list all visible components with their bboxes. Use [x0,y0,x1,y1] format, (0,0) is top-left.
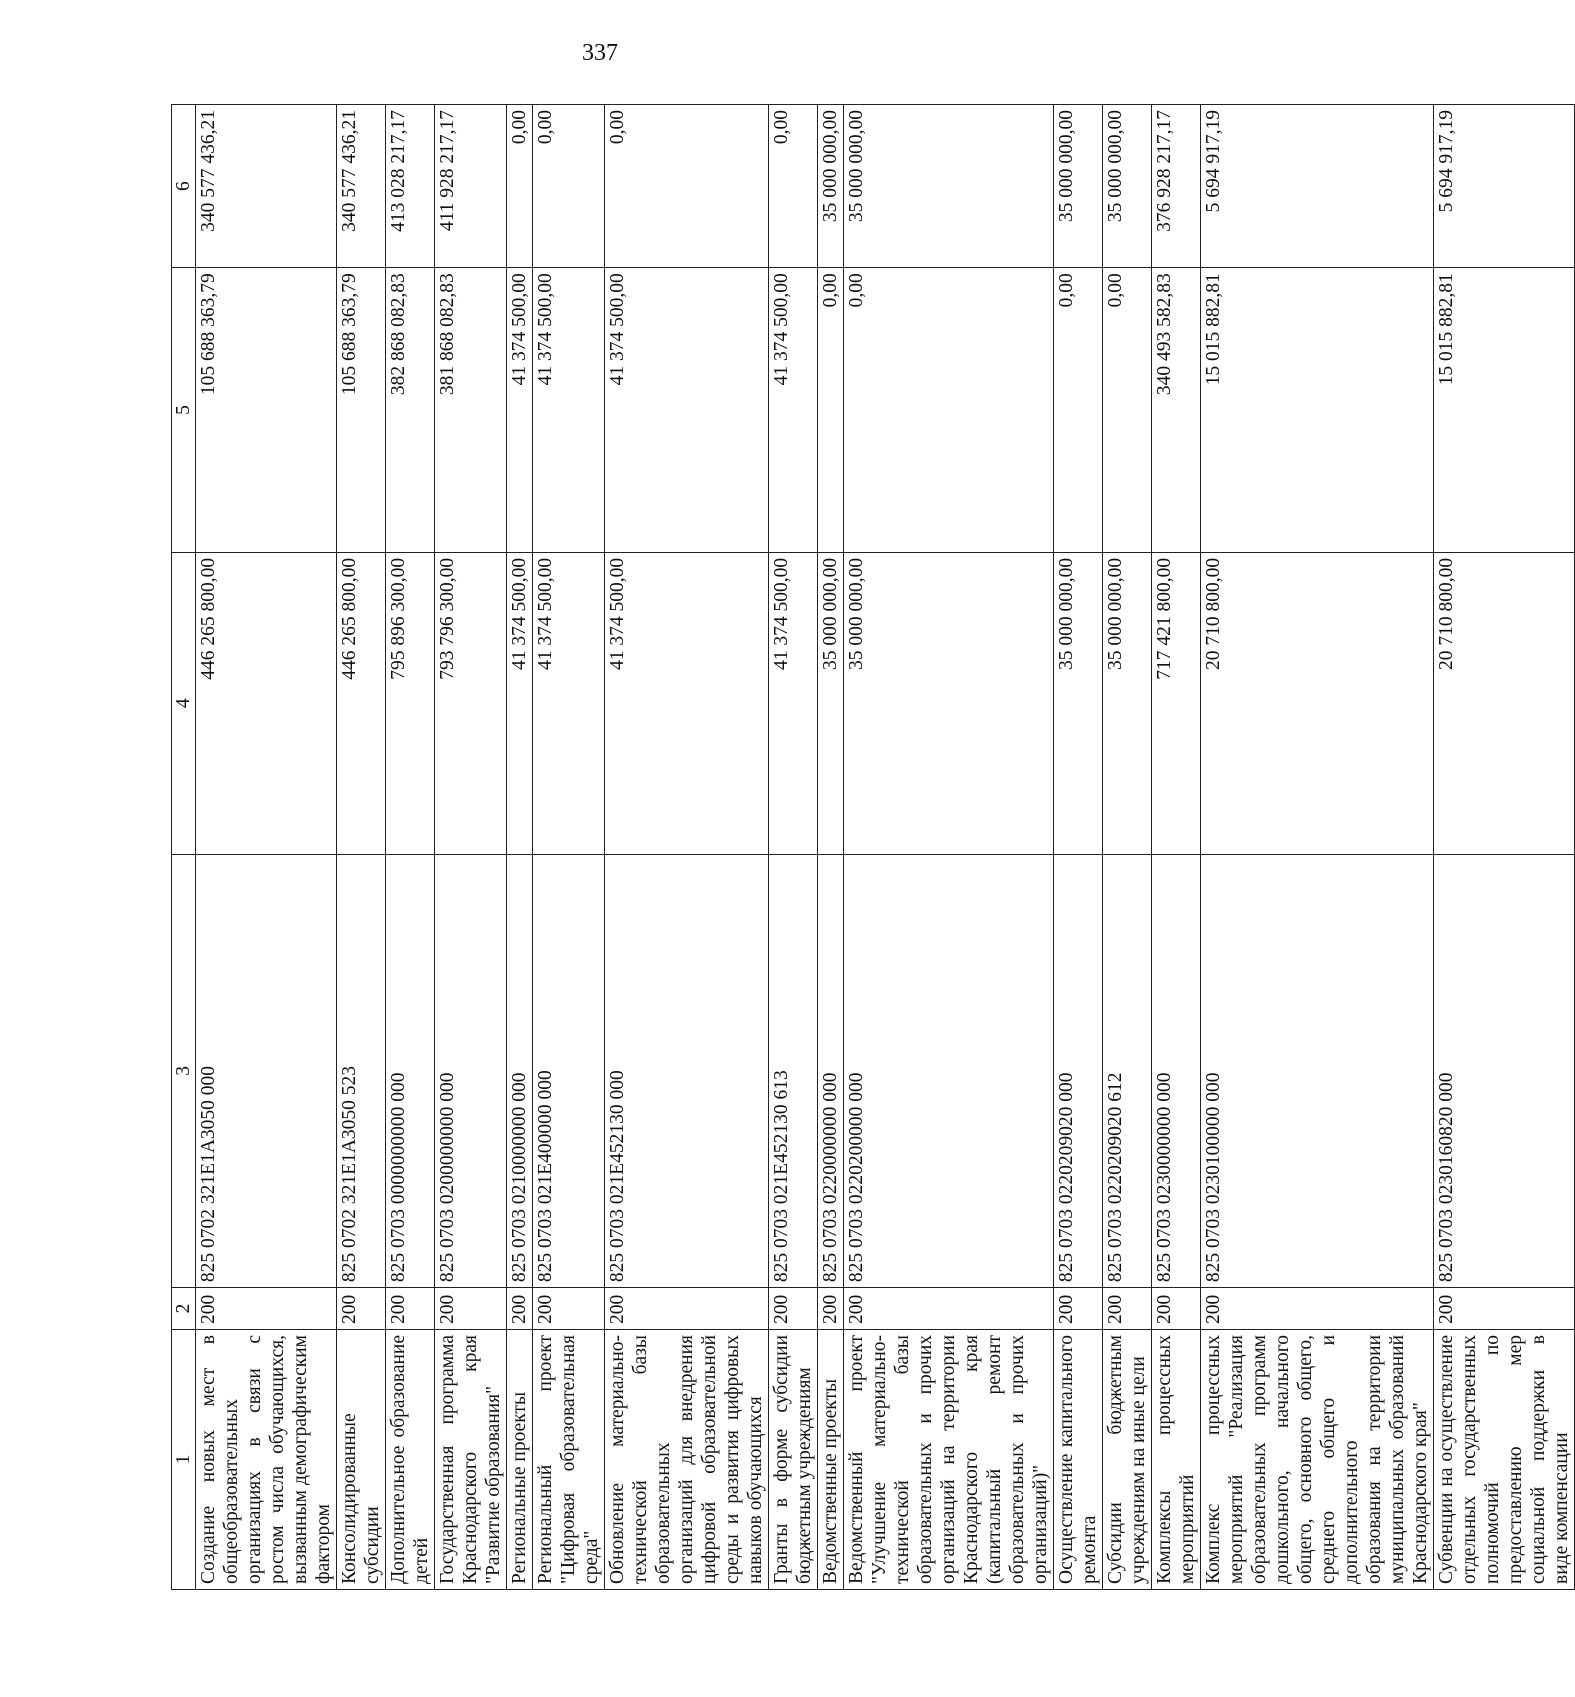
row-value-4: 41 374 500,00 [507,552,533,854]
row-code: 200 [533,1288,605,1330]
row-code: 200 [769,1288,818,1330]
row-value-5: 41 374 500,00 [769,268,818,553]
row-value-5: 0,00 [844,268,1054,553]
row-value-6: 340 577 436,21 [337,105,386,268]
row-kbk: 825 0703 0000000000 000 [386,854,435,1287]
row-value-6: 35 000 000,00 [844,105,1054,268]
row-value-4: 35 000 000,00 [844,552,1054,854]
row-value-5: 15 015 882,81 [1434,268,1575,553]
row-kbk: 825 0702 321E1А3050 000 [196,854,337,1287]
row-kbk: 825 0703 0220209020 000 [1054,854,1103,1287]
row-kbk: 825 0703 0220200000 000 [844,854,1054,1287]
row-value-6: 35 000 000,00 [818,105,844,268]
col-header-4: 4 [172,552,196,854]
row-name: Субсидии бюджетным учреждениям на иные цели [1103,1329,1152,1589]
col-header-3: 3 [172,854,196,1287]
table-row [1054,105,1103,1590]
table-row [844,105,1054,1590]
row-name: Региональный проект "Цифровая образовательная среда" [533,1329,605,1589]
row-value-6: 35 000 000,00 [1054,105,1103,268]
row-name: Субвенции на осуществление отдельных государственных полномочий по предоставлению мер социальной поддержки в виде компенсации [1434,1329,1575,1589]
row-code: 200 [1434,1288,1575,1330]
row-value-5: 105 688 363,79 [337,268,386,553]
table-row [605,105,769,1590]
row-value-5: 340 493 582,83 [1152,268,1201,553]
row-name: Государственная программа Краснодарского края "Развитие образования" [435,1329,507,1589]
row-name: Осуществление капитального ремонта [1054,1329,1103,1589]
row-value-6: 0,00 [769,105,818,268]
row-code: 200 [435,1288,507,1330]
row-value-4: 795 896 300,00 [386,552,435,854]
row-name: Консолидированные субсидии [337,1329,386,1589]
table-row [507,105,533,1590]
row-value-5: 41 374 500,00 [533,268,605,553]
row-value-6: 413 028 217,17 [386,105,435,268]
row-value-5: 382 868 082,83 [386,268,435,553]
header-row [172,105,196,1590]
row-value-4: 41 374 500,00 [769,552,818,854]
row-value-4: 717 421 800,00 [1152,552,1201,854]
table-row [1103,105,1152,1590]
table-row [1152,105,1201,1590]
row-kbk: 825 0703 0220209020 612 [1103,854,1152,1287]
row-value-4: 20 710 800,00 [1434,552,1575,854]
col-header-5: 5 [172,268,196,553]
row-value-4: 20 710 800,00 [1201,552,1434,854]
row-name: Дополнительное образование детей [386,1329,435,1589]
row-value-6: 376 928 217,17 [1152,105,1201,268]
table-row [196,105,337,1590]
col-header-6: 6 [172,105,196,268]
rotated-table-wrapper [171,104,1572,1590]
row-kbk: 825 0703 021E452130 000 [605,854,769,1287]
row-code: 200 [818,1288,844,1330]
row-name: Ведомственные проекты [818,1329,844,1589]
row-kbk: 825 0703 021E400000 000 [533,854,605,1287]
row-value-6: 5 694 917,19 [1434,105,1575,268]
row-value-4: 41 374 500,00 [533,552,605,854]
row-value-6: 411 928 217,17 [435,105,507,268]
row-code: 200 [386,1288,435,1330]
row-value-5: 41 374 500,00 [507,268,533,553]
row-value-4: 35 000 000,00 [1054,552,1103,854]
row-name: Комплексы процессных мероприятий [1152,1329,1201,1589]
row-name: Региональные проекты [507,1329,533,1589]
row-code: 200 [1103,1288,1152,1330]
row-kbk: 825 0702 321E1А3050 523 [337,854,386,1287]
row-value-6: 35 000 000,00 [1103,105,1152,268]
row-code: 200 [507,1288,533,1330]
col-header-1: 1 [172,1329,196,1589]
row-value-4: 446 265 800,00 [196,552,337,854]
row-value-5: 381 868 082,83 [435,268,507,553]
row-kbk: 825 0703 0200000000 000 [435,854,507,1287]
row-code: 200 [196,1288,337,1330]
row-kbk: 825 0703 0230160820 000 [1434,854,1575,1287]
table-row [769,105,818,1590]
row-code: 200 [337,1288,386,1330]
row-kbk: 825 0703 0230100000 000 [1201,854,1434,1287]
table-row [386,105,435,1590]
budget-table [171,104,1575,1590]
row-value-6: 0,00 [533,105,605,268]
row-code: 200 [605,1288,769,1330]
row-name: Обновление материально-технической базы образовательных организаций для внедрения цифровой образовательной среды и развития цифровых навыков обучающихся [605,1329,769,1589]
row-value-5: 0,00 [1103,268,1152,553]
row-code: 200 [844,1288,1054,1330]
row-name: Комплекс процессных мероприятий "Реализация образовательных программ дошкольного, начального общего, основного общего, среднего общего и дополнительного образования на территории муниципальных образований Краснодарского края" [1201,1329,1434,1589]
row-value-4: 35 000 000,00 [818,552,844,854]
row-code: 200 [1152,1288,1201,1330]
row-name: Гранты в форме субсидии бюджетным учреждениям [769,1329,818,1589]
row-value-6: 340 577 436,21 [196,105,337,268]
table-row [1201,105,1434,1590]
row-kbk: 825 0703 0230000000 000 [1152,854,1201,1287]
row-kbk: 825 0703 0210000000 000 [507,854,533,1287]
row-name: Ведомственный проект "Улучшение материально-технической базы образовательных и прочих организаций на территории Краснодарского края (капитальный ремонт образовательных и прочих организаций)" [844,1329,1054,1589]
table-row [1434,105,1575,1590]
row-value-4: 446 265 800,00 [337,552,386,854]
row-value-4: 35 000 000,00 [1103,552,1152,854]
row-code: 200 [1054,1288,1103,1330]
col-header-2: 2 [172,1288,196,1330]
table-row [533,105,605,1590]
row-value-5: 15 015 882,81 [1201,268,1434,553]
row-code: 200 [1201,1288,1434,1330]
row-kbk: 825 0703 0220000000 000 [818,854,844,1287]
table-row [435,105,507,1590]
row-value-6: 5 694 917,19 [1201,105,1434,268]
table-row [818,105,844,1590]
row-value-6: 0,00 [507,105,533,268]
row-value-5: 0,00 [818,268,844,553]
row-value-4: 41 374 500,00 [605,552,769,854]
table-row [337,105,386,1590]
row-value-4: 793 796 300,00 [435,552,507,854]
page-number: 337 [582,40,618,66]
row-value-6: 0,00 [605,105,769,268]
row-name: Создание новых мест в общеобразовательных организациях в связи с ростом числа обучающихся, вызванным демографическим фактором [196,1329,337,1589]
row-value-5: 0,00 [1054,268,1103,553]
row-kbk: 825 0703 021E452130 613 [769,854,818,1287]
row-value-5: 105 688 363,79 [196,268,337,553]
row-value-5: 41 374 500,00 [605,268,769,553]
